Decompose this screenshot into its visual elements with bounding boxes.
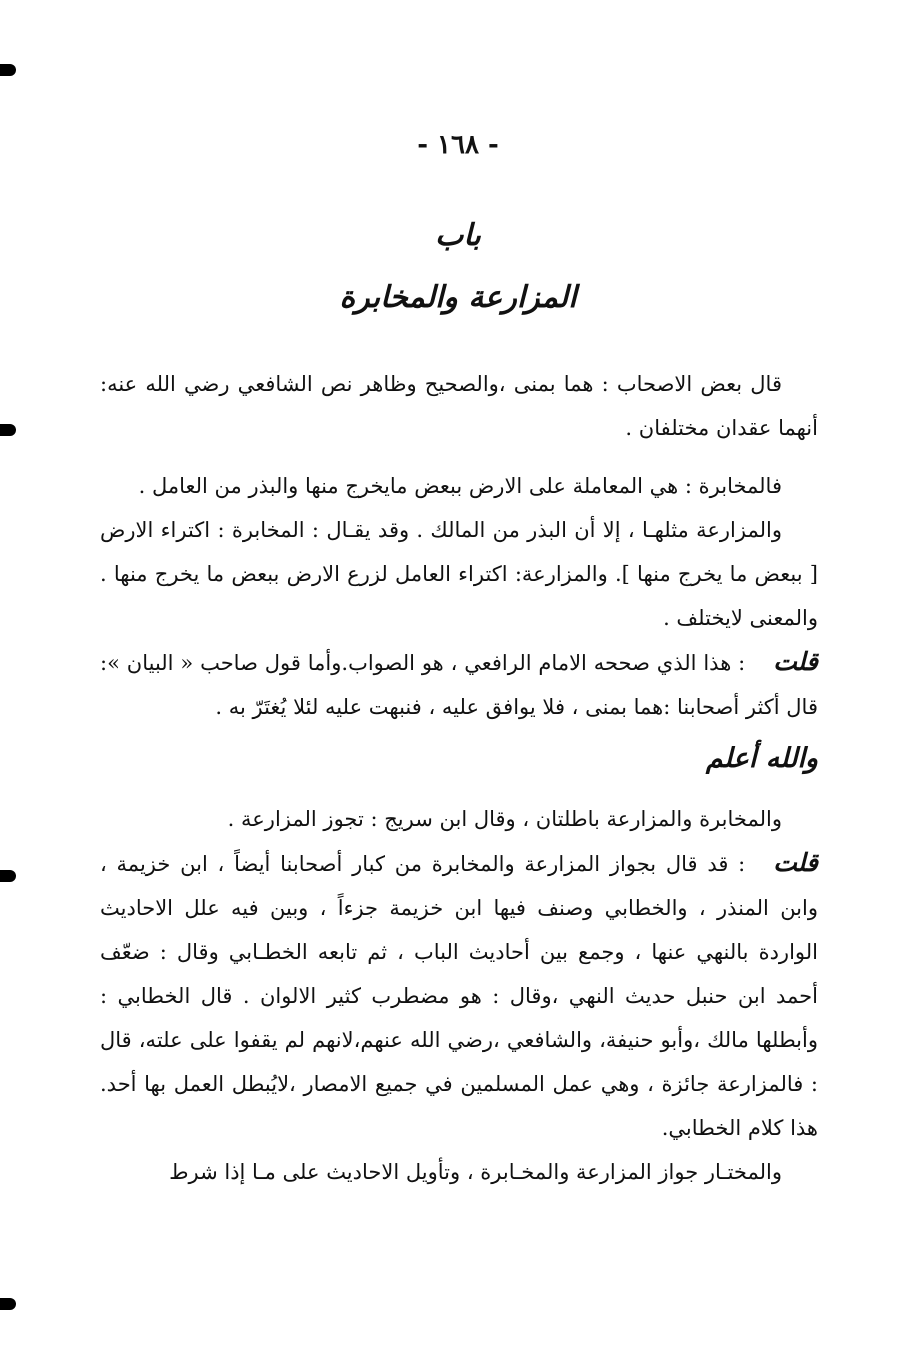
- qult-text: : هذا الذي صححه الامام الرافعي ، هو الصواب.وأما قول صاحب « البيان »: قال أكثر أصحابنا :هما بمنى ، فلا يوافق عليه ، فنبهت عليه لئلا يُغتَرّ به .: [100, 651, 818, 719]
- qult-label: قلت: [773, 647, 818, 676]
- scan-edge-mark: [0, 424, 16, 436]
- closing-phrase: والله أعلم: [705, 743, 818, 774]
- qult-paragraph: [100, 640, 818, 729]
- chapter-title: باب: [435, 218, 481, 253]
- paragraph: والمزارعة مثلهـا ، إلا أن البذر من المالك . وقد يقـال : المخابرة : اكتراء الارض [ ببعض ما يخرج منها ]. والمزارعة: اكتراء العامل لزرع الارض ببعض ما يخرج منها . والمعنى لايختلف .: [100, 518, 818, 630]
- qult-paragraph: [100, 841, 818, 1150]
- paragraph: والمخابرة والمزارعة باطلتان ، وقال ابن سريج : تجوز المزارعة .: [227, 807, 782, 831]
- qult-text: : قد قال بجواز المزارعة والمخابرة من كبار أصحابنا أيضاً ، ابن خزيمة ، وابن المنذر ، والخطابي وصنف فيها ابن خزيمة جزءاً ، وبين فيه علل الاحاديث الواردة بالنهي عنها ، وجمع بين أحاديث الباب ، ثم تابعه الخطـابي وقال : ضعّف أحمد ابن حنبل حديث النهي ،وقال : هو مضطرب كثير الالوان . قال الخطابي : وأبطلها مالك ،وأبو حنيفة، والشافعي ،رضي الله عنهم،لانهم لم يقفوا على علته، قال : فالمزارعة جائزة ، وهي عمل المسلمين في جميع الامصار ،لايُبطل العمل بها أحد. هذا كلام الخطابي.: [100, 852, 818, 1140]
- scan-edge-mark: [0, 64, 16, 76]
- paragraph: قال بعض الاصحاب : هما بمنى ،والصحيح وظاهر نص الشافعي رضي الله عنه: أنهما عقدان مختلفان .: [100, 372, 818, 440]
- paragraph: والمختـار جواز المزارعة والمخـابرة ، وتأويل الاحاديث على مـا إذا شرط: [169, 1160, 782, 1184]
- scan-edge-mark: [0, 870, 16, 882]
- qult-label: قلت: [773, 848, 818, 877]
- scan-edge-mark: [0, 1298, 16, 1310]
- paragraph: فالمخابرة : هي المعاملة على الارض ببعض مايخرج منها والبذر من العامل .: [138, 474, 782, 498]
- page-number: - ١٦٨ -: [417, 130, 499, 160]
- chapter-subtitle: المزارعة والمخابرة: [339, 280, 577, 315]
- body-text: [100, 362, 818, 1194]
